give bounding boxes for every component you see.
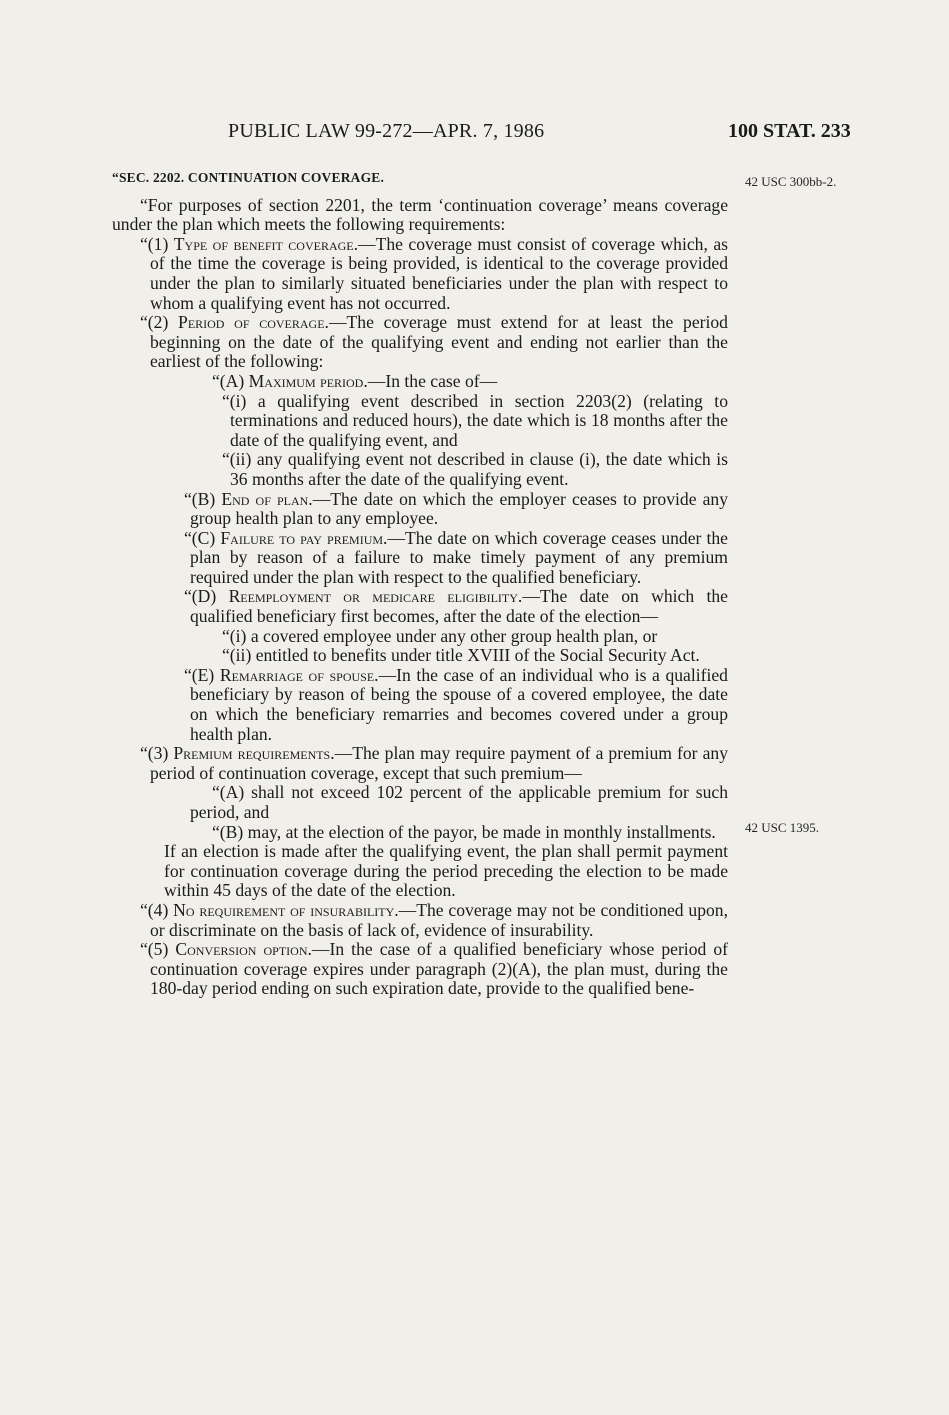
paragraph-3: “(3) Premium requirements.—The plan may require payment of a premium for any period of continuation coverage, except that such premium— <box>140 743 728 783</box>
paragraph-2: “(2) Period of coverage.—The coverage must extend for at least the period beginning on the date of the qualifying event and ending not earlier than the earliest of the following: <box>140 312 728 372</box>
paragraph-heading: No requirement of insurability. <box>173 899 399 920</box>
clause-D-i: “(i) a covered employee under any other group health plan, or <box>222 625 658 646</box>
subparagraph-D: “(D) Reemployment or medicare eligibility.—The date on which the qualified beneficiary first becomes, after the date of the election— <box>184 586 728 627</box>
intro-paragraph: “For purposes of section 2201, the term ‘continuation coverage’ means coverage under the plan which meets the following requirements: <box>112 194 728 235</box>
paragraph-heading: Conversion option. <box>175 939 312 960</box>
paragraph-heading: Period of coverage. <box>178 312 329 333</box>
section-heading: “SEC. 2202. CONTINUATION COVERAGE. <box>112 170 385 185</box>
page-header-stat: 100 STAT. 233 <box>728 120 851 142</box>
paragraph-heading: Premium requirements. <box>173 743 335 764</box>
subparagraph-C: “(C) Failure to pay premium.—The date on which coverage ceases under the plan by reason of a failure to make timely payment of any premium required under the plan with respect to the qualified beneficiary. <box>184 527 728 587</box>
subparagraph-3-A: “(A) shall not exceed 102 percent of the applicable premium for such period, and <box>190 782 728 822</box>
paragraph-heading: Maximum period. <box>248 370 368 391</box>
clause-A-i: “(i) a qualifying event described in section 2203(2) (relating to terminations and reduced hours), the date which is 18 months after the date of the qualifying event, and <box>222 390 728 450</box>
paragraph-heading: Type of benefit coverage. <box>173 233 359 254</box>
subparagraph-E: “(E) Remarriage of spouse.—In the case of an individual who is a qualified beneficiary by reason of being the spouse of a covered employee, the date on which the beneficiary remarries and becomes covered under a group health plan. <box>184 664 728 744</box>
paragraph-5: “(5) Conversion option.—In the case of a qualified beneficiary whose period of continuation coverage expires under paragraph (2)(A), the plan must, during the 180-day period ending on such expiration date, provide to the qualified bene- <box>140 939 728 999</box>
paragraph-heading: Remarriage of spouse. <box>219 664 379 685</box>
subparagraph-3-B: “(B) may, at the election of the payor, be made in monthly installments. <box>212 821 716 842</box>
paragraph-4: “(4) No requirement of insurability.—The coverage may not be conditioned upon, or discriminate on the basis of lack of, evidence of insurability. <box>140 899 728 940</box>
margin-citation: 42 USC 300bb-2. <box>745 174 837 189</box>
paragraph-3-continuation: If an election is made after the qualifying event, the plan shall permit payment for continuation coverage during the period preceding the election to be made within 45 days of the date of the election. <box>164 841 728 901</box>
margin-citation: 42 USC 1395. <box>745 820 820 835</box>
subparagraph-A: “(A) Maximum period.—In the case of— <box>212 370 498 391</box>
clause-A-ii: “(ii) any qualifying event not described in clause (i), the date which is 36 months after the date of the qualifying event. <box>222 449 728 489</box>
subparagraph-B: “(B) End of plan.—The date on which the employer ceases to provide any group health plan to any employee. <box>184 488 728 529</box>
paragraph-heading: End of plan. <box>221 488 313 509</box>
section-body <box>112 168 728 999</box>
paragraph-heading: Reemployment or medicare eligibility. <box>228 586 523 607</box>
paragraph-heading: Failure to pay premium. <box>220 527 388 548</box>
clause-D-ii: “(ii) entitled to benefits under title XVIII of the Social Security Act. <box>222 645 700 666</box>
paragraph-1: “(1) Type of benefit coverage.—The coverage must consist of coverage which, as of the time the coverage is being provided, is identical to the coverage provided under the plan to similarly situated beneficiaries under the plan with respect to whom a qualifying event has not occurred. <box>140 233 728 313</box>
page-header-title: PUBLIC LAW 99-272—APR. 7, 1986 <box>228 120 545 142</box>
